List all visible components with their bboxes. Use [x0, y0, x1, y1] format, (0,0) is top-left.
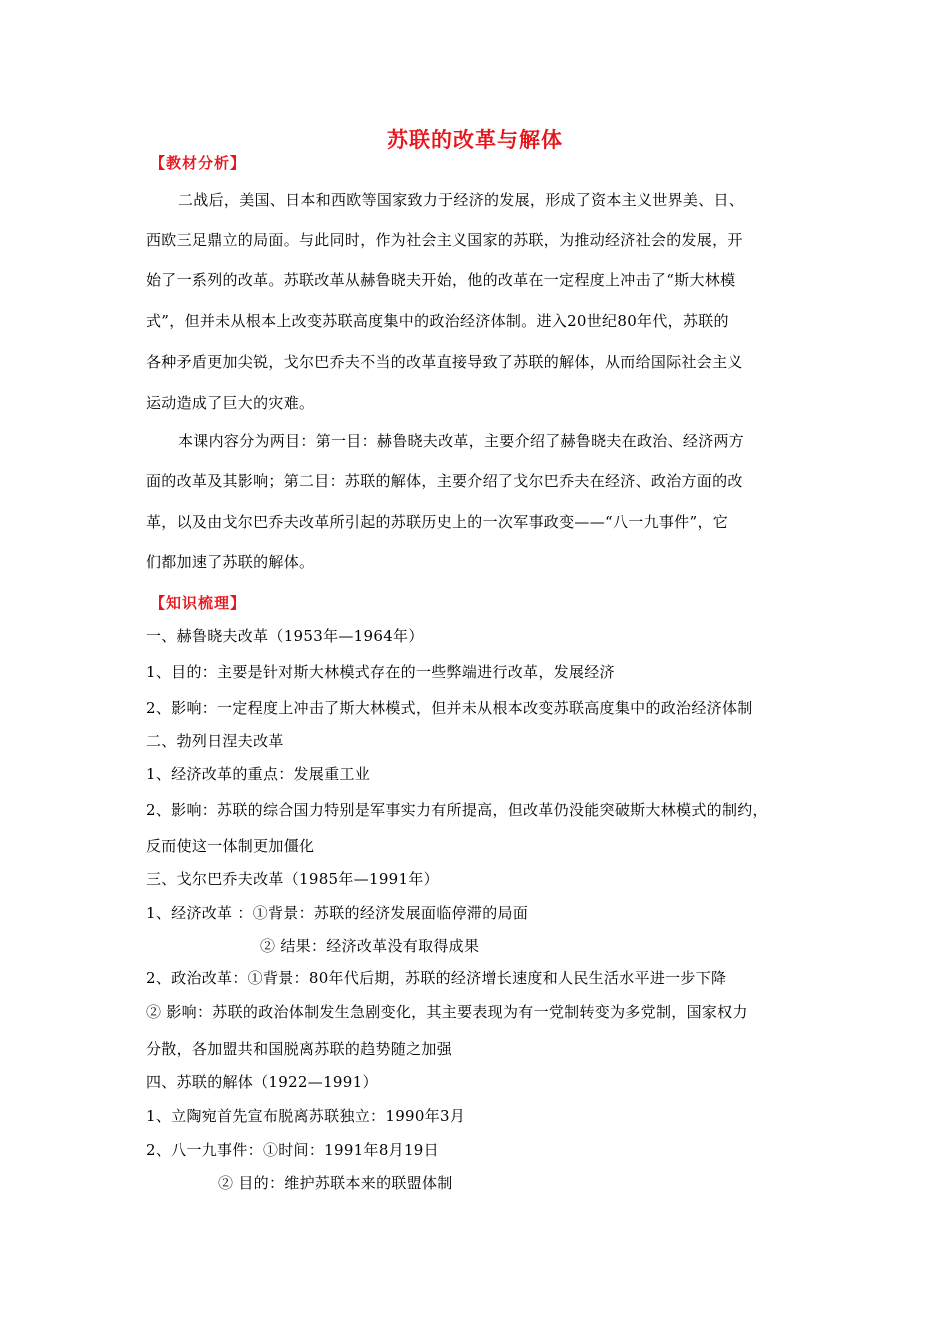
- section-heading-knowledge: 【知识梳理】: [150, 594, 247, 612]
- knowledge-item: 2、影响：苏联的综合国力特别是军事实力有所提高，但改革仍没能突破斯大林模式的制约，: [146, 801, 768, 819]
- knowledge-item: 反而使这一体制更加僵化: [146, 837, 315, 855]
- material-p1-line: 运动造成了巨大的灾难。: [146, 394, 315, 412]
- knowledge-item: 1、经济改革的重点：发展重工业: [146, 765, 371, 783]
- knowledge-item: ② 结果：经济改革没有取得成果: [260, 937, 480, 955]
- knowledge-item: 1、目的：主要是针对斯大林模式存在的一些弊端进行改革，发展经济: [146, 663, 615, 681]
- material-p1-line: 式”，但并未从根本上改变苏联高度集中的政治经济体制。进入20世纪80年代，苏联的: [146, 312, 729, 330]
- knowledge-item: 1、立陶宛首先宣布脱离苏联独立：1990年3月: [146, 1107, 466, 1125]
- knowledge-item: 2、影响：一定程度上冲击了斯大林模式，但并未从根本改变苏联高度集中的政治经济体制: [146, 699, 753, 717]
- material-p2-line: 面的改革及其影响；第二目：苏联的解体，主要介绍了戈尔巴乔夫在经济、政治方面的改: [146, 472, 743, 490]
- section-heading-material: 【教材分析】: [150, 154, 247, 172]
- material-p1-line: 各种矛盾更加尖锐，戈尔巴乔夫不当的改革直接导致了苏联的解体，从而给国际社会主义: [146, 353, 743, 371]
- material-p2-line: 们都加速了苏联的解体。: [146, 553, 315, 571]
- knowledge-heading: 二、勃列日涅夫改革: [146, 732, 284, 750]
- material-p1-line: 二战后，美国、日本和西欧等国家致力于经济的发展，形成了资本主义世界美、日、: [178, 191, 745, 209]
- knowledge-item: 2、政治改革：①背景：80年代后期，苏联的经济增长速度和人民生活水平进一步下降: [146, 969, 727, 987]
- knowledge-heading: 四、苏联的解体（1922—1991）: [146, 1073, 378, 1091]
- material-p1-line: 西欧三足鼎立的局面。与此同时，作为社会主义国家的苏联，为推动经济社会的发展，开: [146, 231, 743, 249]
- page-title: 苏联的改革与解体: [387, 128, 563, 152]
- material-p2-line: 革，以及由戈尔巴乔夫改革所引起的苏联历史上的一次军事政变——“八一九事件”，它: [146, 513, 729, 531]
- material-p1-line: 始了一系列的改革。苏联改革从赫鲁晓夫开始，他的改革在一定程度上冲击了“斯大林模: [146, 271, 736, 289]
- knowledge-item: ② 影响：苏联的政治体制发生急剧变化，其主要表现为有一党制转变为多党制，国家权力: [146, 1003, 748, 1021]
- material-p2-line: 本课内容分为两目：第一目：赫鲁晓夫改革，主要介绍了赫鲁晓夫在政治、经济两方: [178, 432, 745, 450]
- knowledge-item: 1、经济改革 ：①背景：苏联的经济发展面临停滞的局面: [146, 904, 529, 922]
- knowledge-heading: 一、赫鲁晓夫改革（1953年—1964年）: [146, 627, 424, 645]
- knowledge-heading: 三、戈尔巴乔夫改革（1985年—1991年）: [146, 870, 439, 888]
- knowledge-item: 分散，各加盟共和国脱离苏联的趋势随之加强: [146, 1040, 453, 1058]
- knowledge-item: ② 目的：维护苏联本来的联盟体制: [218, 1174, 453, 1192]
- knowledge-item: 2、八一九事件：①时间：1991年8月19日: [146, 1141, 439, 1159]
